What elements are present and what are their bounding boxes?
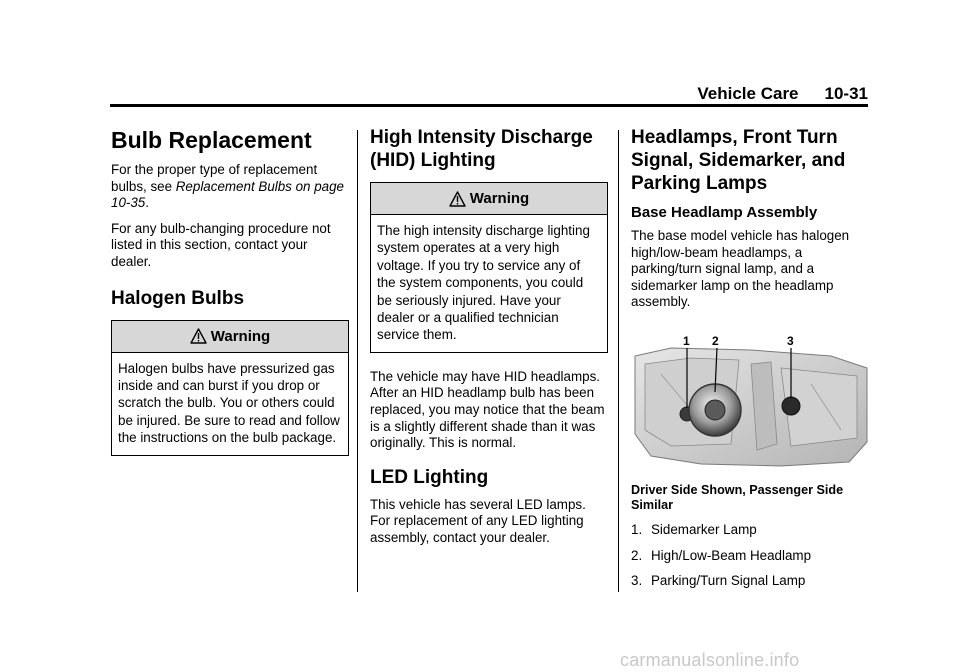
callout-1: 1 bbox=[683, 333, 690, 348]
watermark: carmanualsonline.info bbox=[620, 650, 800, 670]
page-header bbox=[110, 84, 868, 106]
column-divider-2 bbox=[618, 130, 619, 592]
hid-shade-paragraph: The vehicle may have HID headlamps. After an HID headlamp bulb has been replaced, you may notice that the beam is a slightly different shade than it was originally. This is normal. bbox=[370, 368, 605, 451]
warning-header bbox=[371, 183, 607, 215]
halogen-warning-box bbox=[111, 320, 349, 456]
column-3 bbox=[631, 126, 869, 599]
paragraph-text: For the proper type of replacement bulbs, see bbox=[111, 162, 318, 194]
callout-2: 2 bbox=[712, 333, 719, 348]
warning-label: Warning bbox=[210, 327, 271, 345]
base-model-paragraph: The base model vehicle has halogen high/low-beam headlamps, a parking/turn signal lamp, and a sidemarker lamp on the headlamp assembly. bbox=[631, 228, 850, 310]
replacement-bulbs-link[interactable]: Replacement Bulbs on page 10-35 bbox=[111, 178, 345, 211]
page-number: 10-31 bbox=[824, 84, 868, 103]
column-1 bbox=[111, 126, 349, 472]
section-title: Vehicle Care bbox=[697, 84, 799, 103]
warning-icon bbox=[190, 328, 207, 344]
warning-label: Warning bbox=[469, 190, 530, 207]
figure-caption: Driver Side Shown, Passenger Side Similar bbox=[631, 482, 844, 512]
contact-dealer-paragraph: For any bulb-changing procedure not listed in this section, contact your dealer. bbox=[111, 220, 331, 269]
halogen-bulbs-heading: Halogen Bulbs bbox=[111, 287, 245, 309]
warning-text: Halogen bulbs have pressurized gas inside and can burst if you drop or scratch the bulb. You or others could be injured. Be sure to read and follow the instructions on the bulb package. bbox=[118, 360, 340, 446]
hid-lighting-heading: High Intensity Discharge (HID) Lighting bbox=[370, 127, 593, 171]
led-lighting-heading: LED Lighting bbox=[370, 466, 489, 488]
paragraph-end: . bbox=[145, 195, 149, 211]
headlamp-assembly-illustration bbox=[631, 334, 869, 468]
list-text: High/Low-Beam Headlamp bbox=[651, 547, 812, 563]
callout-3: 3 bbox=[787, 333, 794, 348]
list-item bbox=[631, 522, 869, 539]
lamp-list bbox=[631, 522, 869, 590]
column-2 bbox=[370, 126, 608, 556]
list-item bbox=[631, 573, 869, 590]
list-number: 1. bbox=[631, 521, 643, 537]
column-divider-1 bbox=[357, 130, 358, 592]
warning-header bbox=[112, 321, 348, 353]
warning-icon bbox=[449, 191, 466, 207]
led-paragraph: This vehicle has several LED lamps. For replacement of any LED lighting assembly, contact your dealer. bbox=[370, 496, 586, 545]
list-number: 3. bbox=[631, 573, 643, 589]
headlamps-heading: Headlamps, Front Turn Signal, Sidemarker, and Parking Lamps bbox=[631, 127, 846, 194]
list-text: Parking/Turn Signal Lamp bbox=[651, 573, 806, 589]
warning-text: The high intensity discharge lighting system operates at a very high voltage. If you try to service any of the system components, you could be seriously injured. Have your dealer or a qualified technician service them. bbox=[377, 223, 590, 343]
hid-warning-box bbox=[370, 182, 608, 353]
list-number: 2. bbox=[631, 547, 643, 563]
replacement-bulbs-paragraph bbox=[111, 162, 349, 212]
list-item bbox=[631, 548, 869, 565]
base-headlamp-heading: Base Headlamp Assembly bbox=[631, 204, 818, 221]
header-rule bbox=[110, 104, 868, 107]
bulb-replacement-heading: Bulb Replacement bbox=[111, 127, 312, 153]
list-text: Sidemarker Lamp bbox=[651, 521, 757, 537]
